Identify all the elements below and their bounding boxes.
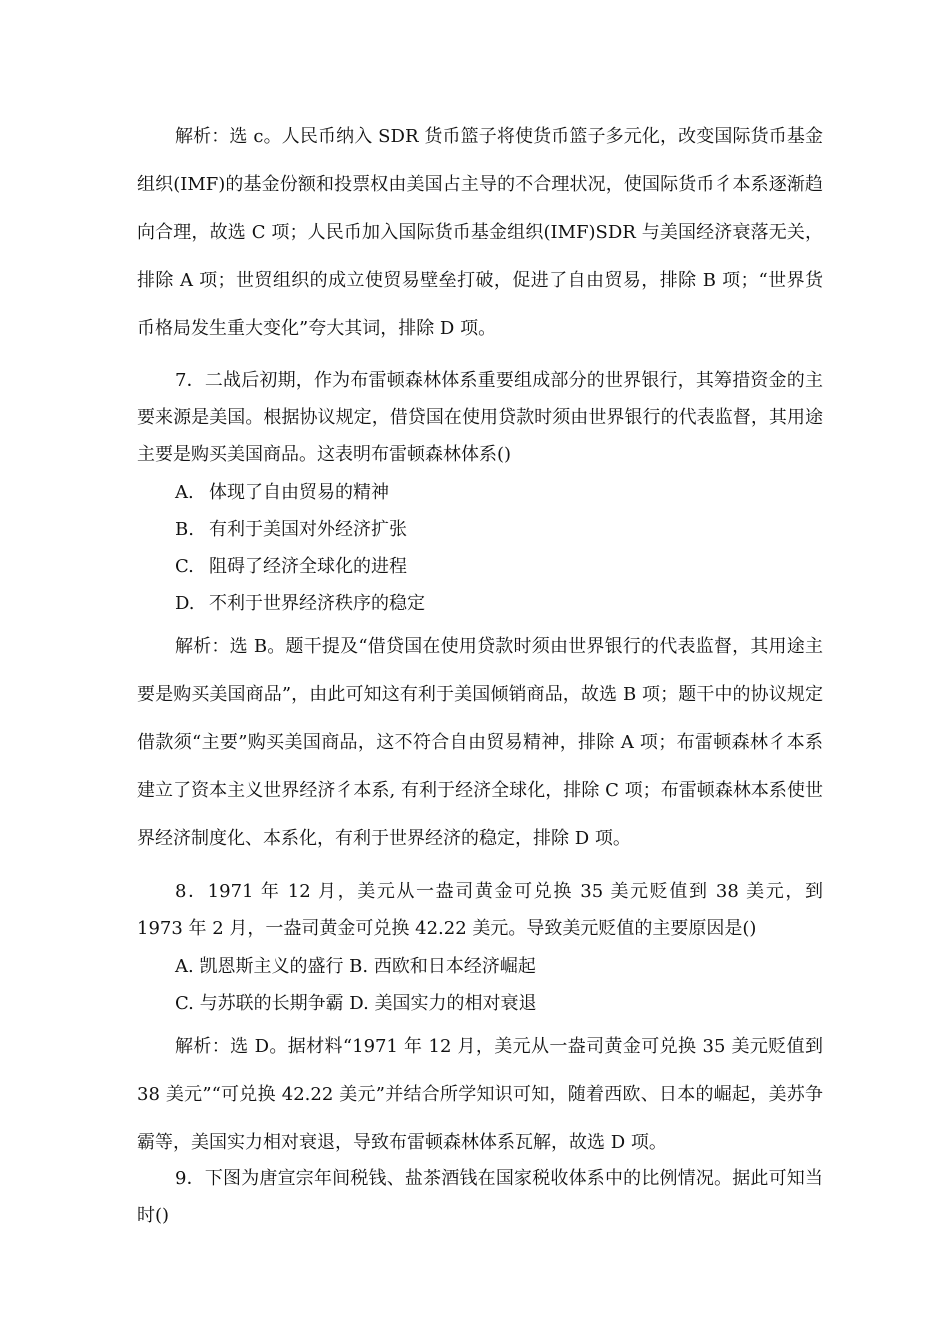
option-letter: D. — [175, 593, 195, 614]
analysis-paragraph — [137, 1023, 823, 1167]
question-8-options — [137, 948, 823, 1022]
analysis-question-7 — [137, 623, 823, 863]
analysis-question-6 — [137, 113, 823, 353]
question-8 — [137, 873, 823, 947]
option-text: 有利于美国对外经济扩张 — [209, 519, 407, 540]
analysis-label: 解析： — [175, 126, 230, 147]
option-a — [137, 474, 823, 511]
analysis-paragraph — [137, 623, 823, 863]
analysis-text: 选 D。据材料“1971 年 12 月，美元从一盎司黄金可兑换 35 美元贬值到 38 美元”“可兑换 42.22 美元”并结合所学知识可知，随着西欧、日本的崛起，美苏争霸等，美国实力相对衰退，导致布雷顿森林体系瓦解，故选 D 项。 — [137, 1036, 823, 1153]
analysis-text: 选 c。人民币纳入 SDR 货币篮子将使货币篮子多元化，改变国际货币基金组织(IMF)的基金份额和投票权由美国占主导的不合理状况，使国际货币彳本系逐渐趋向合理，故选 C 项；人民币加入国际货币基金组织(IMF)SDR 与美国经济衰落无关，排除 A 项；世贸组织的成立使贸易壁垒打破，促进了自由贸易，排除 B 项；“世界货币格局发生重大变化”夸大其词，排除 D 项。 — [137, 126, 824, 339]
question-9 — [137, 1160, 823, 1234]
option-letter: B. — [175, 519, 194, 540]
option-letter: A. — [175, 482, 194, 503]
option-c — [137, 548, 823, 585]
option-text: 体现了自由贸易的精神 — [209, 482, 389, 503]
question-7 — [137, 362, 823, 473]
analysis-question-8 — [137, 1023, 823, 1167]
question-stem: 8．1971 年 12 月，美元从一盎司黄金可兑换 35 美元贬值到 38 美元，到 1973 年 2 月，一盎司黄金可兑换 42.22 美元。导致美元贬值的主要原因是() — [137, 881, 823, 939]
option-text: 阻碍了经济全球化的进程 — [209, 556, 407, 577]
option-text: 不利于世界经济秩序的稳定 — [209, 593, 425, 614]
option-b — [137, 511, 823, 548]
question-stem: 9．下图为唐宣宗年间税钱、盐茶酒钱在国家税收体系中的比例情况。据此可知当时() — [137, 1168, 823, 1226]
analysis-paragraph — [137, 113, 823, 353]
question-7-options — [137, 474, 823, 622]
option-letter: C. — [175, 556, 194, 577]
option-d — [137, 585, 823, 622]
options-line-2: C. 与苏联的长期争霸 D. 美国实力的相对衰退 — [175, 993, 537, 1014]
options-line-1: A. 凯恩斯主义的盛行 B. 西欧和日本经济崛起 — [175, 956, 536, 977]
analysis-text: 选 B。题干提及“借贷国在使用贷款时须由世界银行的代表监督，其用途主要是购买美国商品”，由此可知这有利于美国倾销商品，故选 B 项；题干中的协议规定借款须“主要”购买美国商品，这不符合自由贸易精神，排除 A 项；布雷顿森林彳本系建立了资本主义世界经济彳本系, 有利于经济全球化，排除 C 项；布雷顿森林本系使世界经济制度化、本系化，有利于世界经济的稳定，排除 D 项。 — [137, 636, 823, 849]
analysis-label: 解析： — [175, 636, 230, 657]
analysis-label: 解析： — [175, 1036, 231, 1057]
question-stem: 7．二战后初期，作为布雷顿森林体系重要组成部分的世界银行，其筹措资金的主要来源是美国。根据协议规定，借贷国在使用贷款时须由世界银行的代表监督，其用途主要是购买美国商品。这表明布雷顿森林体系() — [137, 370, 823, 465]
